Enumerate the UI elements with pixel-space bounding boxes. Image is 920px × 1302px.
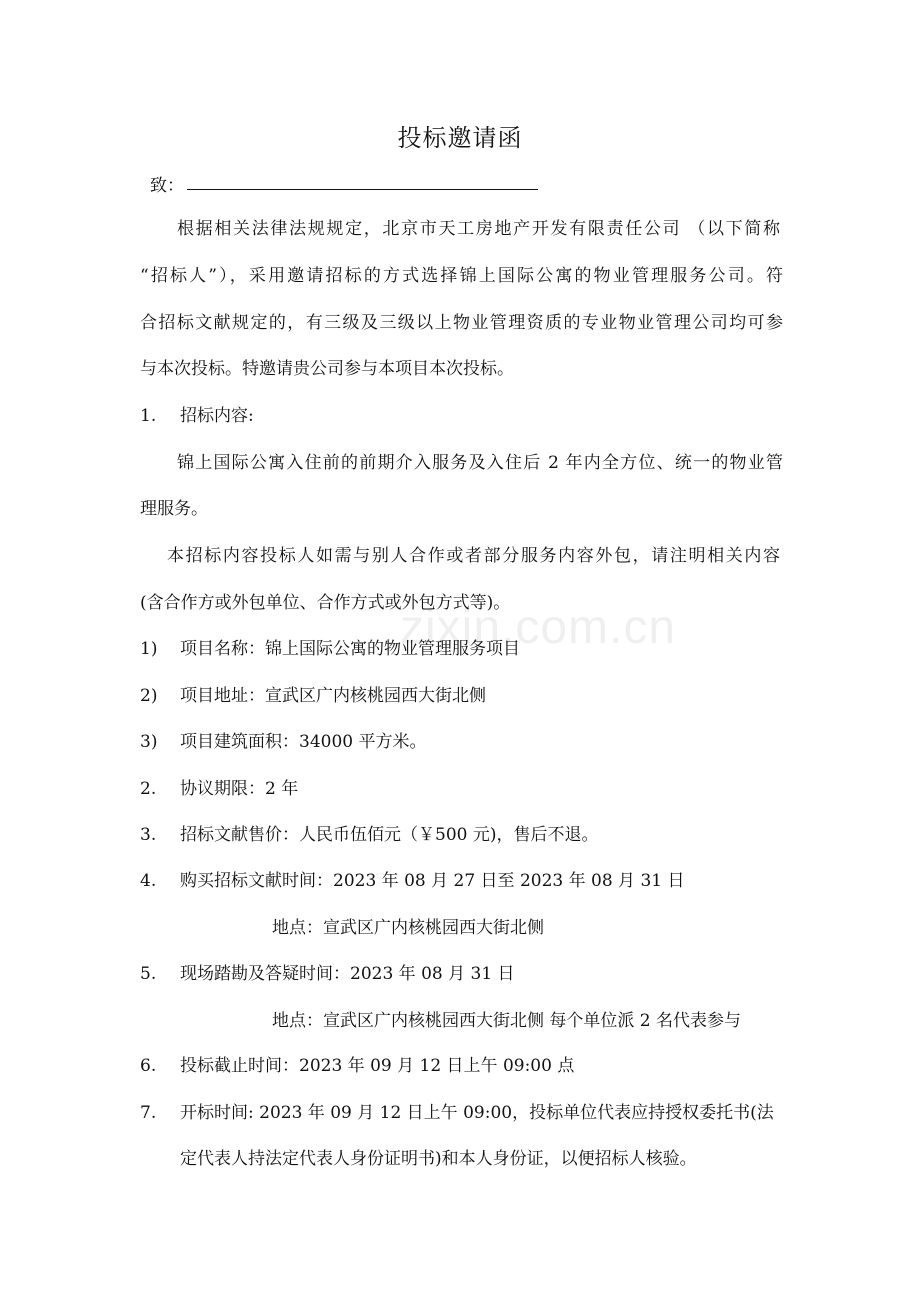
sub-item-text: 项目建筑面积：34000 平方米。 bbox=[180, 732, 427, 752]
to-label: 致： bbox=[150, 176, 184, 196]
sub-item-number: 2) bbox=[140, 686, 158, 706]
item-number: 5. bbox=[140, 964, 157, 984]
addressee-blank-line bbox=[187, 189, 538, 190]
item-3 bbox=[140, 823, 598, 847]
content-line-2: 理服务。 bbox=[140, 499, 208, 519]
item-5-place: 地点：宣武区广内核桃园西大街北侧 每个单位派 2 名代表参与 bbox=[272, 1011, 742, 1031]
sub-item-2 bbox=[140, 684, 486, 708]
intro-line-3: 合招标文献规定的，有三级及三级以上物业管理资质的专业物业管理公司均可参 bbox=[140, 313, 783, 333]
sub-item-text: 项目地址：宣武区广内核桃园西大街北侧 bbox=[180, 686, 486, 706]
watermark: zixin.com.cn bbox=[400, 601, 677, 654]
document-title: 投标邀请函 bbox=[397, 124, 523, 152]
intro-line-4: 与本次投标。特邀请贵公司参与本项目本次投标。 bbox=[140, 359, 514, 379]
item-text: 开标时间: 2023 年 09 月 12 日上午 09:00，投标单位代表应持授权委托书(法 bbox=[180, 1103, 774, 1123]
intro-line-2: “招标人”），采用邀请招标的方式选择锦上国际公寓的物业管理服务公司。符 bbox=[140, 266, 783, 286]
content-line-1: 锦上国际公寓入住前的前期介入服务及入住后 2 年内全方位、统一的物业管 bbox=[177, 453, 783, 473]
intro-line-1: 根据相关法律法规规定，北京市天工房地产开发有限责任公司 （以下简称 bbox=[177, 219, 780, 239]
item-text: 招标内容: bbox=[180, 406, 254, 426]
item-number: 2. bbox=[140, 779, 157, 799]
item-7-line-2: 定代表人持法定代表人身份证明书)和本人身份证，以便招标人核验。 bbox=[180, 1149, 697, 1169]
outsourcing-line-1: 本招标内容投标人如需与别人合作或者部分服务内容外包，请注明相关内容 bbox=[167, 546, 780, 566]
item-number: 6. bbox=[140, 1056, 157, 1076]
item-text: 购买招标文献时间：2023 年 08 月 27 日至 2023 年 08 月 31 日 bbox=[180, 871, 685, 891]
item-text: 协议期限：2 年 bbox=[180, 779, 299, 799]
item-text: 现场踏勘及答疑时间：2023 年 08 月 31 日 bbox=[180, 964, 515, 984]
item-number: 4. bbox=[140, 871, 157, 891]
item-number: 7. bbox=[140, 1103, 157, 1123]
item-1 bbox=[140, 404, 254, 428]
sub-item-text: 项目名称：锦上国际公寓的物业管理服务项目 bbox=[180, 639, 520, 659]
item-7 bbox=[140, 1101, 774, 1125]
item-number: 1. bbox=[140, 406, 157, 426]
item-4-place: 地点：宣武区广内核桃园西大街北侧 bbox=[272, 918, 544, 938]
sub-item-3 bbox=[140, 730, 426, 754]
item-text: 投标截止时间：2023 年 09 月 12 日上午 09:00 点 bbox=[180, 1056, 575, 1076]
item-text: 招标文献售价：人民币伍佰元（￥500 元)，售后不退。 bbox=[180, 825, 599, 845]
outsourcing-line-2: (含合作方或外包单位、合作方式或外包方式等)。 bbox=[140, 593, 511, 613]
item-5 bbox=[140, 962, 515, 986]
item-number: 3. bbox=[140, 825, 157, 845]
item-6 bbox=[140, 1054, 574, 1078]
sub-item-number: 3) bbox=[140, 732, 158, 752]
sub-item-number: 1) bbox=[140, 639, 158, 659]
item-2 bbox=[140, 777, 298, 801]
item-4 bbox=[140, 869, 685, 893]
